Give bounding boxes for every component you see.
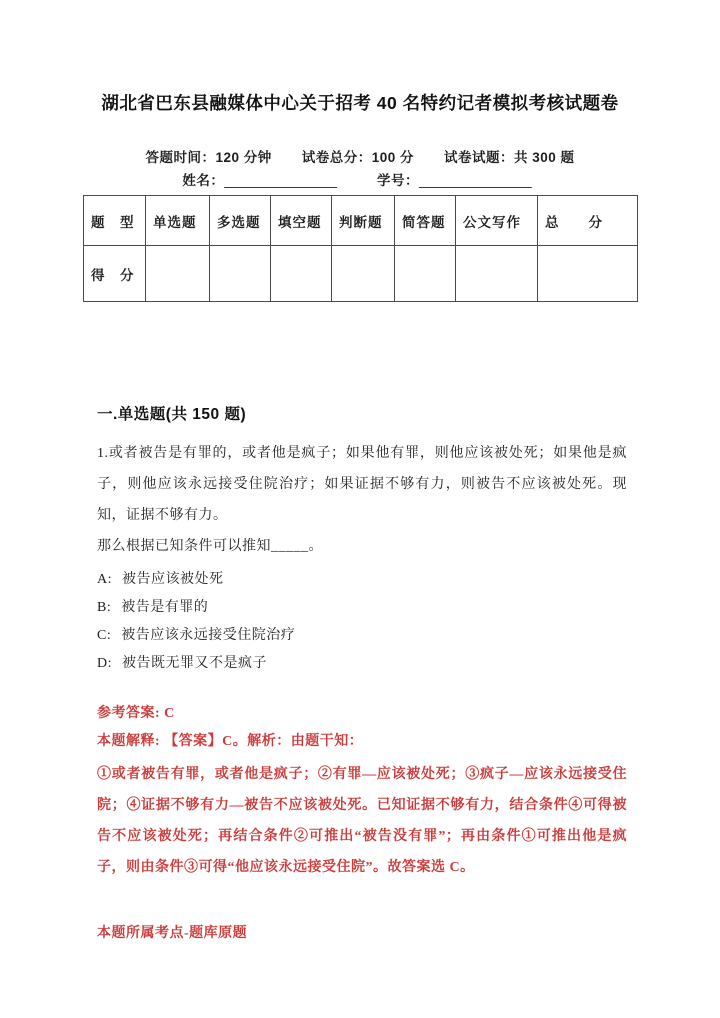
col-single-choice: 单选题 <box>146 196 210 246</box>
question-content <box>97 302 627 948</box>
score-cell <box>271 246 332 302</box>
student-id-blank-line: _______________ <box>419 173 532 188</box>
explanation-body: ①或者被告有罪，或者他是疯子；②有罪—应该被处死；③疯子—应该永远接受住院；④证据不够有力—被告不应该被处死。已知证据不够有力，结合条件④可得被告不应该被处死；再结合条件②可推出“被告没有罪”；再由条件①可推出他是疯子，则由条件③可得“他应该永远接受住院”。故答案选 C。 <box>97 767 627 875</box>
score-cell <box>146 246 210 302</box>
exam-meta-line <box>0 146 720 166</box>
option-a <box>97 566 627 594</box>
score-cell <box>332 246 395 302</box>
score-cell <box>456 246 538 302</box>
score-cell <box>538 246 638 302</box>
section-heading: 一.单选题(共 150 题) <box>97 406 247 423</box>
explanation-intro: 本题解释: 【答案】C。解析：由题干知： <box>97 734 364 749</box>
meta-total-score: 试卷总分：100 分 <box>301 150 415 165</box>
meta-answer-time: 答题时间：120 分钟 <box>145 150 272 165</box>
student-id-label: 学号： <box>377 173 419 188</box>
option-b-text: 被告是有罪的 <box>121 600 209 615</box>
option-d-text: 被告既无罪又不是疯子 <box>122 656 267 671</box>
col-fill-blank: 填空题 <box>271 196 332 246</box>
option-a-text: 被告应该被处死 <box>122 572 224 587</box>
name-blank-line: _______________ <box>224 173 337 188</box>
option-b <box>97 594 627 622</box>
question-source: 本题所属考点-题库原题 <box>97 926 248 941</box>
question-text: 1.或者被告是有罪的，或者他是疯子；如果他有罪，则他应该被处死；如果他是疯子，则他应该永远接受住院治疗；如果证据不够有力，则被告不应该被处死。现知，证据不够有力。 <box>97 446 627 523</box>
reference-answer: 参考答案: C <box>97 706 175 721</box>
score-row-label: 得 分 <box>84 246 146 302</box>
option-c-label: C: <box>97 628 112 643</box>
score-table-score-row <box>84 246 638 302</box>
col-question-type: 题 型 <box>84 196 146 246</box>
option-a-label: A: <box>97 572 112 587</box>
option-d <box>97 650 627 678</box>
col-total-score: 总 分 <box>538 196 638 246</box>
option-c <box>97 622 627 650</box>
question-stem: 那么根据已知条件可以推知_____。 <box>97 539 323 554</box>
score-table-header-row <box>84 196 638 246</box>
option-d-label: D: <box>97 656 112 671</box>
page-title: 湖北省巴东县融媒体中心关于招考 40 名特约记者模拟考核试题卷 <box>101 93 619 113</box>
score-cell <box>395 246 456 302</box>
score-table <box>83 195 638 302</box>
name-label: 姓名： <box>182 173 225 188</box>
col-true-false: 判断题 <box>332 196 395 246</box>
option-c-text: 被告应该永远接受住院治疗 <box>121 628 296 643</box>
col-short-answer: 简答题 <box>395 196 456 246</box>
score-cell <box>210 246 271 302</box>
options-list <box>97 566 627 678</box>
option-b-label: B: <box>97 600 112 615</box>
col-multi-choice: 多选题 <box>210 196 271 246</box>
col-official-writing: 公文写作 <box>456 196 538 246</box>
name-id-line <box>0 169 720 189</box>
meta-total-questions: 试卷试题：共 300 题 <box>444 150 575 165</box>
